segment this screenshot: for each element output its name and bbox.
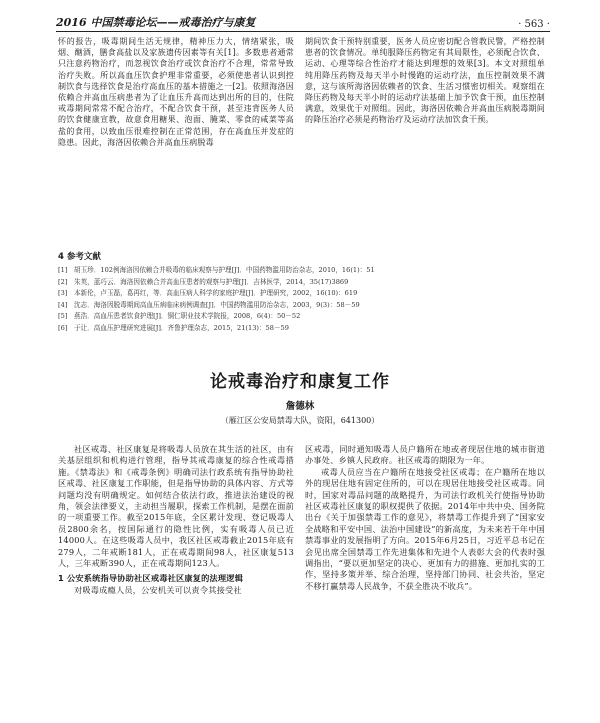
- prev-article-text-left: 怀的报告，吸毒期间生活无规律，精神压力大，情绪紧张，吸烟、酗酒，膳食高盐以及家族遗传因素等有关[1]。多数患者通常只注意药物治疗，而忽视饮食治疗或饮食治疗不合理，常常导致治疗失败。所以高血压饮食护理非常重要，必须使患者认识到控制饮食与选择饮食是治疗高血压的基本措施之一[2]。依照海洛因依赖合并高血压病患者为了让血压升高而达到出所的目的，住院戒毒期间常常不配合治疗，不配合饮食干预，甚至违背医务人员的饮食健康宣教，故意食用糖果、泡面、腌菜、零食的咸菜等高盐的食用，以致血压很难控制在正常范围，存在高血压并发症的隐患。因此，海洛因依赖合并高血压病脱毒: [58, 37, 294, 147]
- running-header: [56, 14, 550, 30]
- section-first-line: 对吸毒成瘾人员，公安机关可以责令其接受社: [74, 584, 242, 595]
- page-number: · 563 ·: [518, 19, 550, 30]
- references-list: [58, 265, 548, 335]
- references-heading: 4 参考文献: [58, 252, 101, 262]
- article-author: 詹德林: [285, 401, 315, 412]
- reference-item: [6] 于让．高血压护理研究进展[J]．齐鲁护理杂志，2015，21(13)：58－59: [58, 323, 289, 332]
- header-rule: [56, 31, 550, 32]
- article-right-column: [305, 444, 545, 592]
- article-intro-paragraph: 社区戒毒、社区康复是将吸毒人员放在其生活的社区，由有关基层组织和机构进行管理，指导其戒毒康复的综合性戒毒措施。《禁毒法》和《戒毒条例》明确司法行政系统有指导协助社区戒毒、社区康复工作职能，但是指导协助的具体内容、方式等问题均没有明确规定。如何结合依法行政，推进法治建设的视角，领会法律要义，主动担当履职，探索工作机制，是摆在面前的一项重要工作。截至2015年底，全区累计发现、登记吸毒人员2800余名，按国际通行的隐性比例，实有吸毒人员已近14000人。在这些吸毒人员中，我区社区戒毒截止2015年底有279人，二年戒断181人，正在戒毒期间98人，社区康复513人，三年戒断390人，正在戒毒期间123人。: [58, 444, 294, 569]
- journal-title: 2016 中国禁毒论坛——戒毒治疗与康复: [56, 16, 256, 29]
- article-left-column: [58, 444, 294, 596]
- prev-article-text-right: 期间饮食干预特别重要，医务人员应密切配合管教民警，严格控制患者的饮食情况。单纯服降压药物定有其局限性，必须配合饮食、运动、心理等综合性治疗才能达到理想的效果[3]。本文对照组单纯用降压药物及每天半小时慢跑的运动疗法，血压控制效果不满意，这与该所海洛因依赖者的饮食、生活习惯密切相关。观察组在降压药物及每天半小时的运动疗法基础上加予饮食干预，血压控制满意，效果优于对照组。因此，海洛因依赖合并高血压病脱毒期间的降压治疗必须是药物治疗及运动疗法加饮食干预。: [305, 37, 545, 125]
- reference-item: [1] 胡玉珍．102例海洛因依赖合并吸毒的临床观察与护理[J]．中国药物滥用防治杂志，2010，16(1)：51: [58, 266, 375, 274]
- reference-item: [2] 朱英，蓝巧云．海洛因依赖合并高血压患者的观察与护理[J]．吉林医学，2014，35(17)3869: [58, 277, 349, 286]
- reference-item: [3] 本新伦，卢玉磊，葛再红，等．高血压病人科学的家庭护理[J]．护理研究，2002，16(10)：619: [58, 289, 358, 298]
- article-paragraph: 戒毒人员应当在户籍所在地接受社区戒毒；在户籍所在地以外的现居住地有固定住所的，可以在现居住地接受社区戒毒。同时，国家对毒品问题的战略提升，为司法行政机关行使指导协助社区戒毒社区康复的职权提供了依据。2014年中共中央、国务院出台《关于加强禁毒工作的意见》，将禁毒工作提升到了“国家安全战略和平安中国、法治中国建设”的新高度，为未来若干年中国禁毒事业的发展指明了方向。2015年6月25日，习近平总书记在会见出席全国禁毒工作先进集体和先进个人表彰大会的代表时强调指出，“要以更加坚定的决心、更加有力的措施、更加扎实的工作，坚持多策并举、综合治理，坚持部门协同、社会共治，坚定不移打赢禁毒人民战争，不获全胜决不收兵”。: [305, 466, 545, 591]
- article-title: 论戒毒治疗和康复工作: [210, 372, 390, 392]
- references-section: [58, 250, 548, 335]
- prev-article-left-column: [58, 36, 294, 148]
- prev-article-right-column: [305, 36, 545, 126]
- article-paragraph: 区戒毒，同时通知吸毒人员户籍所在地或者现居住地的城市街道办事处、乡镇人民政府。社区戒毒的期限为一年。: [305, 444, 545, 466]
- section-heading: 1 公安系统指导协助社区戒毒社区康复的法理逻辑: [58, 573, 244, 584]
- reference-item: [5] 燕浩．高血压患者饮食护理[J]．铜仁职业技术学院报，2008，6(4)：50－52: [58, 312, 301, 321]
- reference-item: [4] 沈志．海洛因脱毒期间高血压病临床病例调查[J]．中国药物滥用防治杂志，2003，9(3)：58－59: [58, 300, 360, 309]
- article-affiliation: （雁江区公安局禁毒大队，资阳，641300）: [220, 416, 380, 425]
